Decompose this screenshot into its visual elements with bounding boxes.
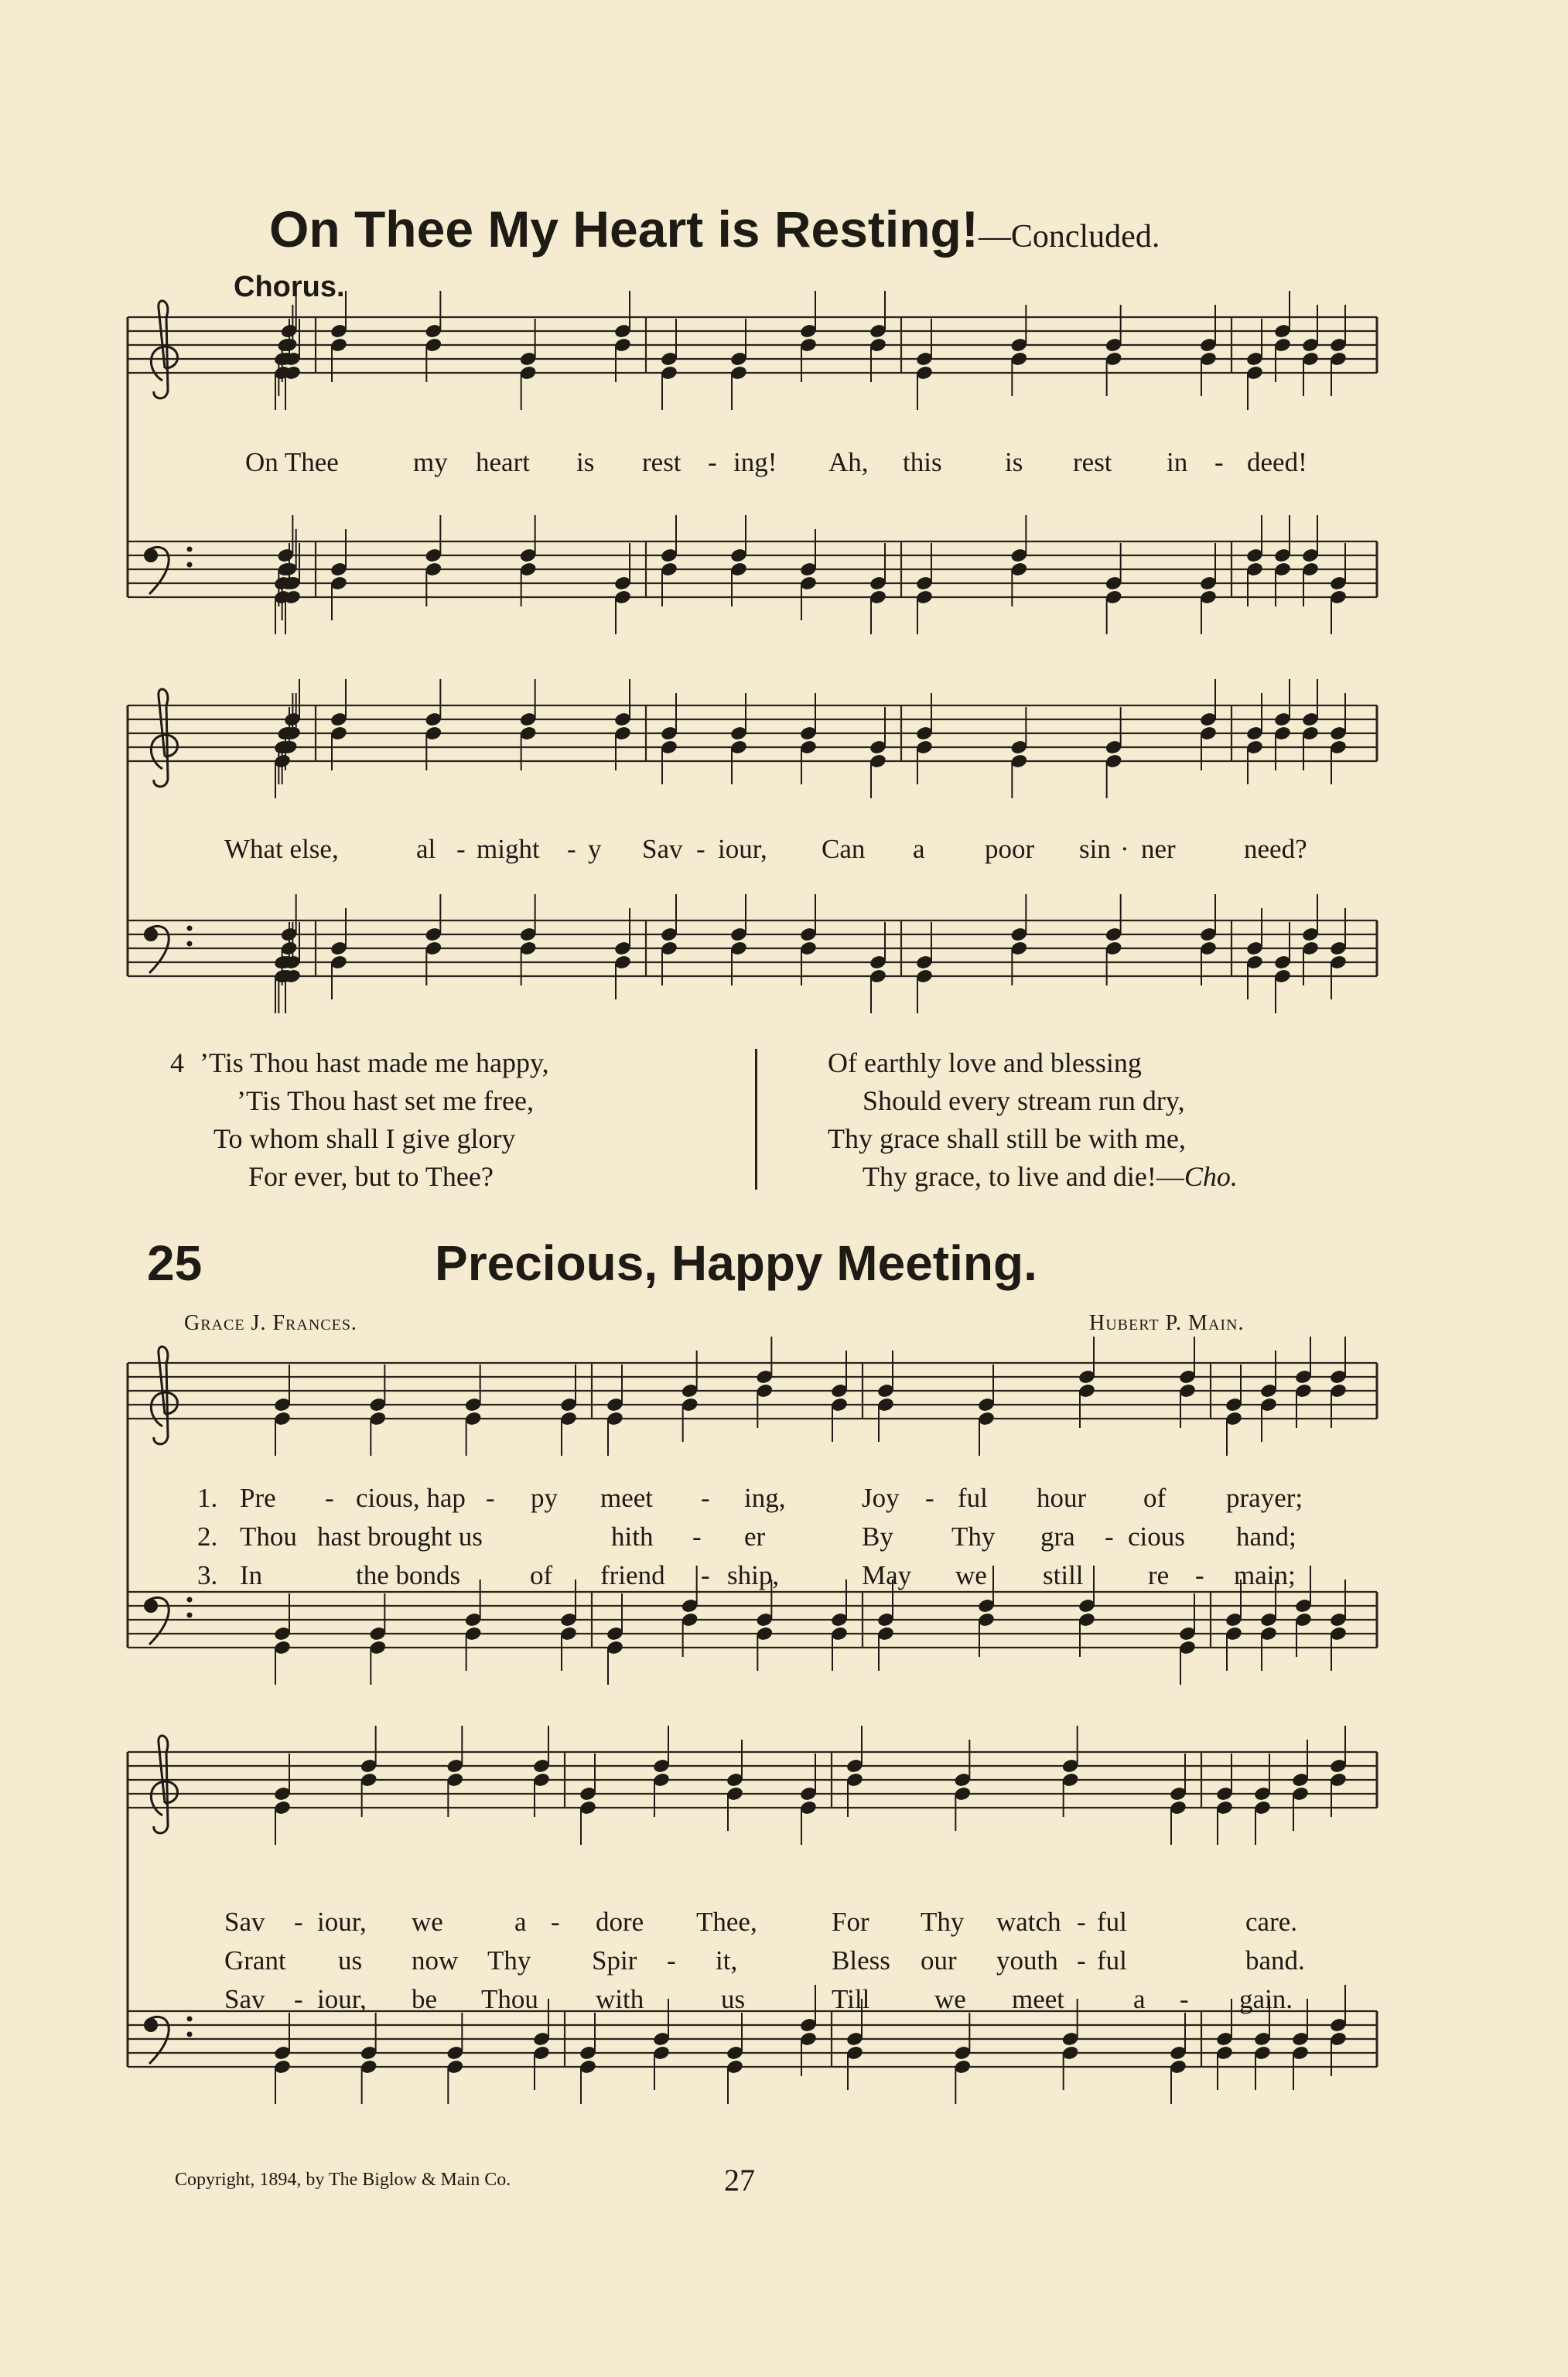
lyric-word: er [744, 1521, 766, 1552]
bass-clef-dot [187, 2032, 193, 2037]
lyric-hyphen: - [1195, 1560, 1204, 1590]
lyric-word: prayer; [1226, 1483, 1303, 1513]
lyric-word: ful [1097, 1907, 1127, 1937]
lyric-word: heart [476, 447, 530, 477]
hymn-number: 25 [147, 1235, 203, 1291]
lyric-word: rest [642, 447, 682, 477]
bass-clef-dot [187, 2017, 193, 2022]
lyric-word: iour, [718, 834, 767, 864]
lyric-hyphen: - [294, 1907, 303, 1937]
hymn1-title [269, 200, 1160, 258]
lyric-word: In [240, 1560, 263, 1590]
bass-clef-dot [187, 562, 193, 568]
lyric-word: meet [1012, 1984, 1065, 2014]
lyric-word: Sav [224, 1907, 265, 1937]
lyric-word: May [862, 1560, 912, 1590]
lyric-word: ner [1141, 834, 1176, 864]
lyric-word: friend [600, 1560, 665, 1590]
lyric-word: y [588, 834, 602, 864]
stanza-divider [755, 1049, 757, 1190]
lyric-word: Spir [592, 1945, 637, 1976]
lyric-word: a [913, 834, 925, 864]
lyric-word: iour, [317, 1907, 367, 1937]
stanza-line: ’Tis Thou hast set me free, [237, 1085, 534, 1116]
lyric-word: hith [611, 1521, 654, 1552]
composer: Hubert P. Main. [1089, 1311, 1245, 1335]
lyric-word: Bless [832, 1945, 890, 1976]
lyric-hyphen: - [325, 1483, 334, 1513]
lyric-word: need? [1244, 834, 1307, 864]
stanza-number: 4 [170, 1047, 184, 1078]
lyric-hyphen: - [1214, 447, 1224, 477]
lyric-word: is [1005, 447, 1023, 477]
lyric-hyphen: - [701, 1483, 710, 1513]
lyric-word: Thy [951, 1521, 996, 1552]
lyric-word: Ah, [828, 447, 869, 477]
lyric-word: care. [1245, 1907, 1298, 1937]
lyric-word: Can [822, 834, 866, 864]
lyric-word: Joy [862, 1483, 900, 1513]
lyric-word: al [416, 834, 436, 864]
stanza-line: To whom shall I give glory [214, 1123, 516, 1154]
lyric-word: Thee, [696, 1907, 757, 1937]
lyric-word: might [477, 834, 540, 864]
lyric-word: is [576, 447, 595, 477]
lyric-word: deed! [1247, 447, 1307, 477]
stanza-last-line: Thy grace, to live and die!— [863, 1161, 1184, 1192]
lyric-word: Till [832, 1984, 870, 2014]
verse-number: 3. [197, 1560, 218, 1590]
lyric-word: the bonds [356, 1560, 461, 1590]
lyric-word: Sav [642, 834, 683, 864]
lyric-word: py [531, 1483, 558, 1513]
lyric-word: still [1043, 1560, 1084, 1590]
lyric-hyphen: - [667, 1945, 676, 1976]
lyric-hyphen: - [1077, 1945, 1086, 1976]
lyric-word: of [530, 1560, 553, 1590]
lyric-word: gra [1040, 1521, 1075, 1552]
lyric-word: our [921, 1945, 957, 1976]
hymn2-title: Precious, Happy Meeting. [435, 1235, 1037, 1291]
stanza-line: Should every stream run dry, [863, 1085, 1185, 1116]
bass-clef-icon [144, 927, 158, 941]
lyric-word: youth [996, 1945, 1058, 1976]
lyric-word: we [955, 1560, 987, 1590]
bass-clef-dot [187, 1597, 193, 1603]
lyric-word: ship, [727, 1560, 780, 1590]
lyric-word: sin [1079, 834, 1111, 864]
lyric-word: this [903, 447, 942, 477]
verse-number: 1. [197, 1483, 218, 1513]
lyric-word: rest [1073, 447, 1112, 477]
lyric-word: ing! [733, 447, 777, 477]
lyric-hyphen: - [925, 1483, 934, 1513]
lyric-word: Pre [240, 1483, 276, 1513]
lyric-word: poor [985, 834, 1035, 864]
bass-clef-dot [187, 1613, 193, 1618]
hymn1-title-main: On Thee My Heart is Resting! [269, 200, 979, 258]
chorus-ref: Cho. [1184, 1161, 1238, 1192]
lyric-word: gain. [1239, 1984, 1293, 2014]
lyricist: Grace J. Frances. [184, 1311, 357, 1335]
treble-clef-icon [151, 1347, 177, 1444]
lyric-word: ful [958, 1483, 988, 1513]
lyric-word: Thou [481, 1984, 538, 2014]
lyric-word: hast brought us [317, 1521, 483, 1552]
lyric-word: For [832, 1907, 869, 1937]
copyright-notice: Copyright, 1894, by The Biglow & Main Co. [175, 2170, 511, 2190]
lyric-word: cious, hap [356, 1483, 466, 1513]
lyric-word: band. [1245, 1945, 1305, 1976]
lyric-hyphen: - [567, 834, 576, 864]
treble-clef-icon [151, 301, 177, 398]
verse-number: 2. [197, 1521, 218, 1552]
lyric-hyphen: - [1077, 1907, 1086, 1937]
lyric-hyphen: - [701, 1560, 710, 1590]
lyric-hyphen: - [456, 834, 466, 864]
bass-clef-dot [187, 926, 193, 931]
lyric-word: ing, [744, 1483, 786, 1513]
lyric-hyphen: - [551, 1907, 560, 1937]
lyric-word: main; [1234, 1560, 1296, 1590]
lyric-word: meet [600, 1483, 654, 1513]
bass-clef-icon [144, 548, 158, 562]
lyric-word: By [862, 1521, 893, 1552]
lyric-word: my [413, 447, 448, 477]
lyric-hyphen: - [294, 1984, 303, 2014]
hymn1-title-suffix: —Concluded. [978, 219, 1160, 254]
lyric-word: a [1133, 1984, 1146, 2014]
treble-clef-icon [151, 1736, 177, 1833]
lyric-hyphen: - [692, 1521, 702, 1552]
lyric-word: hour [1037, 1483, 1087, 1513]
lyric-word: Thou [240, 1521, 297, 1552]
lyric-word: be [412, 1984, 438, 2014]
lyric-word: hand; [1236, 1521, 1296, 1552]
lyric-word: Grant [224, 1945, 286, 1976]
lyric-word: with [596, 1984, 644, 2014]
lyric-word: re [1148, 1560, 1170, 1590]
lyric-word: cious [1128, 1521, 1185, 1552]
lyric-word: On Thee [245, 447, 339, 477]
lyric-word: of [1143, 1483, 1167, 1513]
bass-clef-dot [187, 547, 193, 552]
bass-clef-dot [187, 941, 193, 947]
lyric-word: we [934, 1984, 966, 2014]
lyric-word: a [514, 1907, 527, 1937]
lyric-word: us [338, 1945, 363, 1976]
lyric-word: Thy [487, 1945, 531, 1976]
lyric-word: now [412, 1945, 459, 1976]
lyric-word: Sav [224, 1984, 265, 2014]
lyric-word: watch [996, 1907, 1061, 1937]
stanza-line: Of earthly love and blessing [828, 1047, 1142, 1078]
bass-clef-icon [144, 1599, 158, 1613]
stanza-line: Thy grace shall still be with me, [828, 1123, 1186, 1154]
lyric-word: it, [716, 1945, 738, 1976]
stanza-line [863, 1158, 1238, 1196]
treble-clef-icon [151, 689, 177, 787]
lyric-hyphen: · [1120, 834, 1129, 864]
stanza-line: ’Tis Thou hast made me happy, [200, 1047, 549, 1078]
lyric-word: we [412, 1907, 443, 1937]
lyric-word: dore [596, 1907, 644, 1937]
lyric-word: us [721, 1984, 746, 2014]
lyric-word: Thy [921, 1907, 965, 1937]
lyric-word: iour, [317, 1984, 367, 2014]
lyric-hyphen: - [708, 447, 717, 477]
chorus-label: Chorus. [234, 271, 345, 303]
stanza-line: For ever, but to Thee? [248, 1161, 494, 1192]
lyric-hyphen: - [486, 1483, 495, 1513]
lyric-hyphen: - [696, 834, 705, 864]
page-number: 27 [724, 2163, 755, 2198]
lyric-word: in [1167, 447, 1188, 477]
lyric-hyphen: - [1105, 1521, 1114, 1552]
lyric-word: ful [1097, 1945, 1127, 1976]
lyric-word: What else, [224, 834, 339, 864]
bass-clef-icon [144, 2018, 158, 2032]
lyric-hyphen: - [1180, 1984, 1189, 2014]
